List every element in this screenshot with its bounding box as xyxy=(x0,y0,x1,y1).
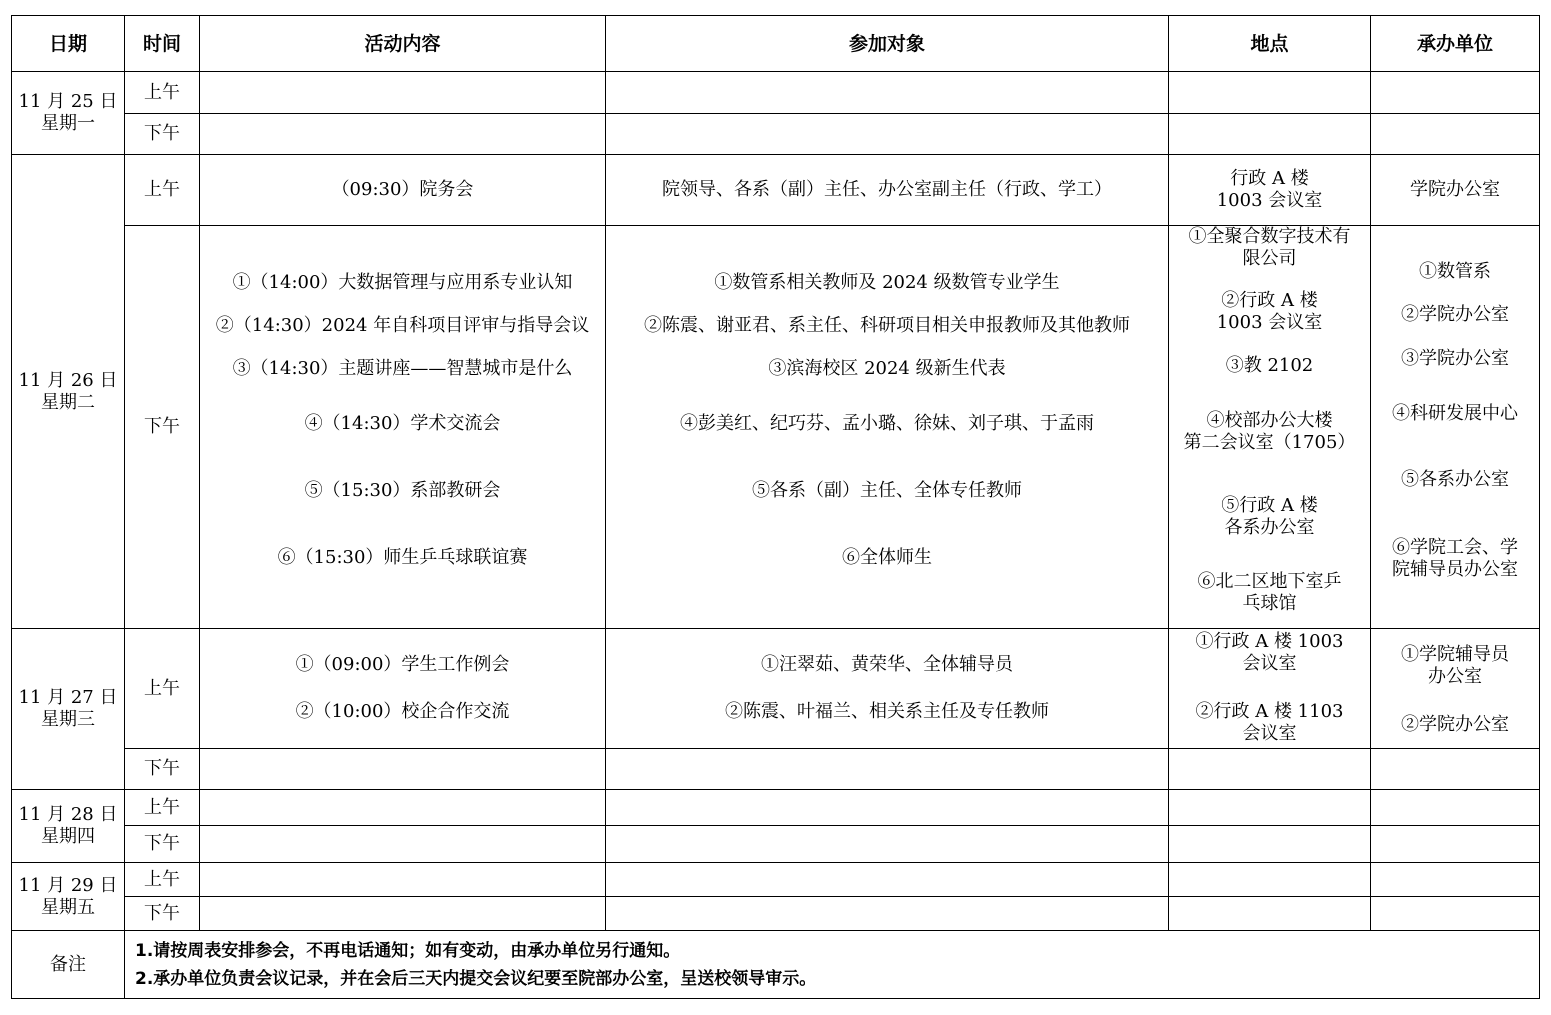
time-pm: 下午 xyxy=(125,749,200,790)
date-text: 11 月 25 日 xyxy=(18,91,118,112)
date-cell xyxy=(12,72,125,155)
activity-cell xyxy=(200,226,606,629)
activity-item: ①（09:00）学生工作例会 xyxy=(295,653,510,675)
activity-cell xyxy=(200,114,606,155)
location-item: ①行政 A 楼 1003 会议室 xyxy=(1195,630,1344,674)
table-row xyxy=(12,155,1540,226)
location-cell xyxy=(1169,826,1371,863)
organizer-item: ⑥学院工会、学 院辅导员办公室 xyxy=(1392,536,1518,580)
date-text: 11 月 29 日 xyxy=(18,874,118,896)
table-row xyxy=(12,114,1540,155)
participants-cell xyxy=(606,749,1169,790)
activity-cell xyxy=(200,790,606,826)
participant-item: ③滨海校区 2024 级新生代表 xyxy=(768,357,1006,379)
organizer-cell xyxy=(1371,629,1540,749)
location-item: ③教 2102 xyxy=(1225,354,1314,376)
organizer-cell xyxy=(1371,826,1540,863)
time-am: 上午 xyxy=(125,790,200,826)
activity-cell xyxy=(200,629,606,749)
date-cell xyxy=(12,863,125,931)
time-pm: 下午 xyxy=(125,226,200,629)
participants-cell xyxy=(606,826,1169,863)
table-row xyxy=(12,749,1540,790)
date-cell xyxy=(12,155,125,629)
weekday-text: 星期五 xyxy=(41,896,95,918)
notes-row xyxy=(12,931,1540,999)
participants-cell xyxy=(606,863,1169,897)
organizer-item: ⑤各系办公室 xyxy=(1401,468,1509,490)
location-item: ⑤行政 A 楼 各系办公室 xyxy=(1221,494,1318,538)
participants-cell xyxy=(606,114,1169,155)
activity-cell xyxy=(200,863,606,897)
note-line: 2.承办单位负责会议记录，并在会后三天内提交会议纪要至院部办公室，呈送校领导审示。 xyxy=(135,968,817,989)
weekday-text: 星期三 xyxy=(41,709,95,730)
header-participants: 参加对象 xyxy=(606,16,1169,72)
participant-item: ⑤各系（副）主任、全体专任教师 xyxy=(752,479,1022,501)
organizer-cell xyxy=(1371,749,1540,790)
activity-cell xyxy=(200,72,606,114)
weekday-text: 星期二 xyxy=(41,391,95,413)
header-organizer: 承办单位 xyxy=(1371,16,1540,72)
time-pm: 下午 xyxy=(125,114,200,155)
date-text: 11 月 26 日 xyxy=(18,369,118,391)
time-am: 上午 xyxy=(125,629,200,749)
participants-cell xyxy=(606,897,1169,931)
note-line: 1.请按周表安排参会，不再电话通知；如有变动，由承办单位另行通知。 xyxy=(135,940,681,961)
time-pm: 下午 xyxy=(125,826,200,863)
organizer-item: ②学院办公室 xyxy=(1401,713,1509,735)
time-am: 上午 xyxy=(125,72,200,114)
participant-item: ②陈震、谢亚君、系主任、科研项目相关申报教师及其他教师 xyxy=(644,314,1130,336)
activity-item: ②（14:30）2024 年自科项目评审与指导会议 xyxy=(215,314,590,336)
table-row xyxy=(12,863,1540,897)
activity-item: ①（14:00）大数据管理与应用系专业认知 xyxy=(232,271,573,293)
table-row xyxy=(12,826,1540,863)
weekday-text: 星期一 xyxy=(41,113,95,134)
participants-cell xyxy=(606,226,1169,629)
header-time: 时间 xyxy=(125,16,200,72)
organizer-item: ①学院辅导员 办公室 xyxy=(1401,643,1509,687)
location-item: ②行政 A 楼 1003 会议室 xyxy=(1216,289,1323,333)
table-row xyxy=(12,790,1540,826)
activity-cell xyxy=(200,749,606,790)
organizer-cell xyxy=(1371,226,1540,629)
location-cell xyxy=(1169,72,1371,114)
organizer-item: ①数管系 xyxy=(1419,260,1491,282)
date-text: 11 月 28 日 xyxy=(18,804,118,825)
activity-item: ③（14:30）主题讲座——智慧城市是什么 xyxy=(232,357,573,379)
table-row xyxy=(12,897,1540,931)
organizer-cell xyxy=(1371,114,1540,155)
table-row xyxy=(12,226,1540,629)
location-cell xyxy=(1169,629,1371,749)
time-pm: 下午 xyxy=(125,897,200,931)
weekday-text: 星期四 xyxy=(41,826,95,847)
organizer-item: ②学院办公室 xyxy=(1401,303,1509,325)
location-item: ④校部办公大楼 第二会议室（1705） xyxy=(1183,409,1356,453)
participants-cell xyxy=(606,72,1169,114)
organizer-cell xyxy=(1371,790,1540,826)
location-cell xyxy=(1169,226,1371,629)
participant-item: ②陈震、叶福兰、相关系主任及专任教师 xyxy=(725,700,1049,722)
header-row xyxy=(12,16,1540,72)
organizer-cell xyxy=(1371,72,1540,114)
header-date: 日期 xyxy=(12,16,125,72)
table-row xyxy=(12,72,1540,114)
header-location: 地点 xyxy=(1169,16,1371,72)
participant-item: ⑥全体师生 xyxy=(842,546,932,568)
organizer-cell: 学院办公室 xyxy=(1371,155,1540,226)
activity-item: ②（10:00）校企合作交流 xyxy=(295,700,510,722)
organizer-item: ④科研发展中心 xyxy=(1392,402,1518,424)
location-item: ②行政 A 楼 1103 会议室 xyxy=(1195,700,1344,744)
activity-cell xyxy=(200,897,606,931)
participants-cell xyxy=(606,629,1169,749)
participants-cell: 院领导、各系（副）主任、办公室副主任（行政、学工） xyxy=(606,155,1169,226)
notes-label: 备注 xyxy=(12,931,125,999)
time-am: 上午 xyxy=(125,155,200,226)
notes-content xyxy=(125,931,1540,999)
organizer-item: ③学院办公室 xyxy=(1401,347,1509,369)
organizer-cell xyxy=(1371,897,1540,931)
activity-item: ⑥（15:30）师生乒乓球联谊赛 xyxy=(277,546,528,568)
participant-item: ①数管系相关教师及 2024 级数管专业学生 xyxy=(714,271,1060,293)
header-activity: 活动内容 xyxy=(200,16,606,72)
weekly-schedule-table xyxy=(11,15,1540,999)
time-am: 上午 xyxy=(125,863,200,897)
date-cell xyxy=(12,629,125,790)
participant-item: ④彭美红、纪巧芬、孟小璐、徐妹、刘子琪、于孟雨 xyxy=(680,412,1094,434)
location-item: ⑥北二区地下室乒 乓球馆 xyxy=(1197,570,1342,614)
date-text: 11 月 27 日 xyxy=(18,687,118,708)
activity-cell: （09:30）院务会 xyxy=(200,155,606,226)
participants-cell xyxy=(606,790,1169,826)
table-row xyxy=(12,629,1540,749)
location-cell xyxy=(1169,790,1371,826)
location-cell xyxy=(1169,863,1371,897)
location-cell xyxy=(1169,749,1371,790)
location-cell xyxy=(1169,897,1371,931)
activity-item: ⑤（15:30）系部教研会 xyxy=(304,479,501,501)
location-cell xyxy=(1169,114,1371,155)
activity-cell xyxy=(200,826,606,863)
organizer-cell xyxy=(1371,863,1540,897)
date-cell xyxy=(12,790,125,863)
location-item: ①全聚合数字技术有 限公司 xyxy=(1188,225,1351,269)
location-cell: 行政 A 楼 1003 会议室 xyxy=(1169,155,1371,226)
participant-item: ①汪翠茹、黄荣华、全体辅导员 xyxy=(761,653,1013,675)
activity-item: ④（14:30）学术交流会 xyxy=(304,412,501,434)
